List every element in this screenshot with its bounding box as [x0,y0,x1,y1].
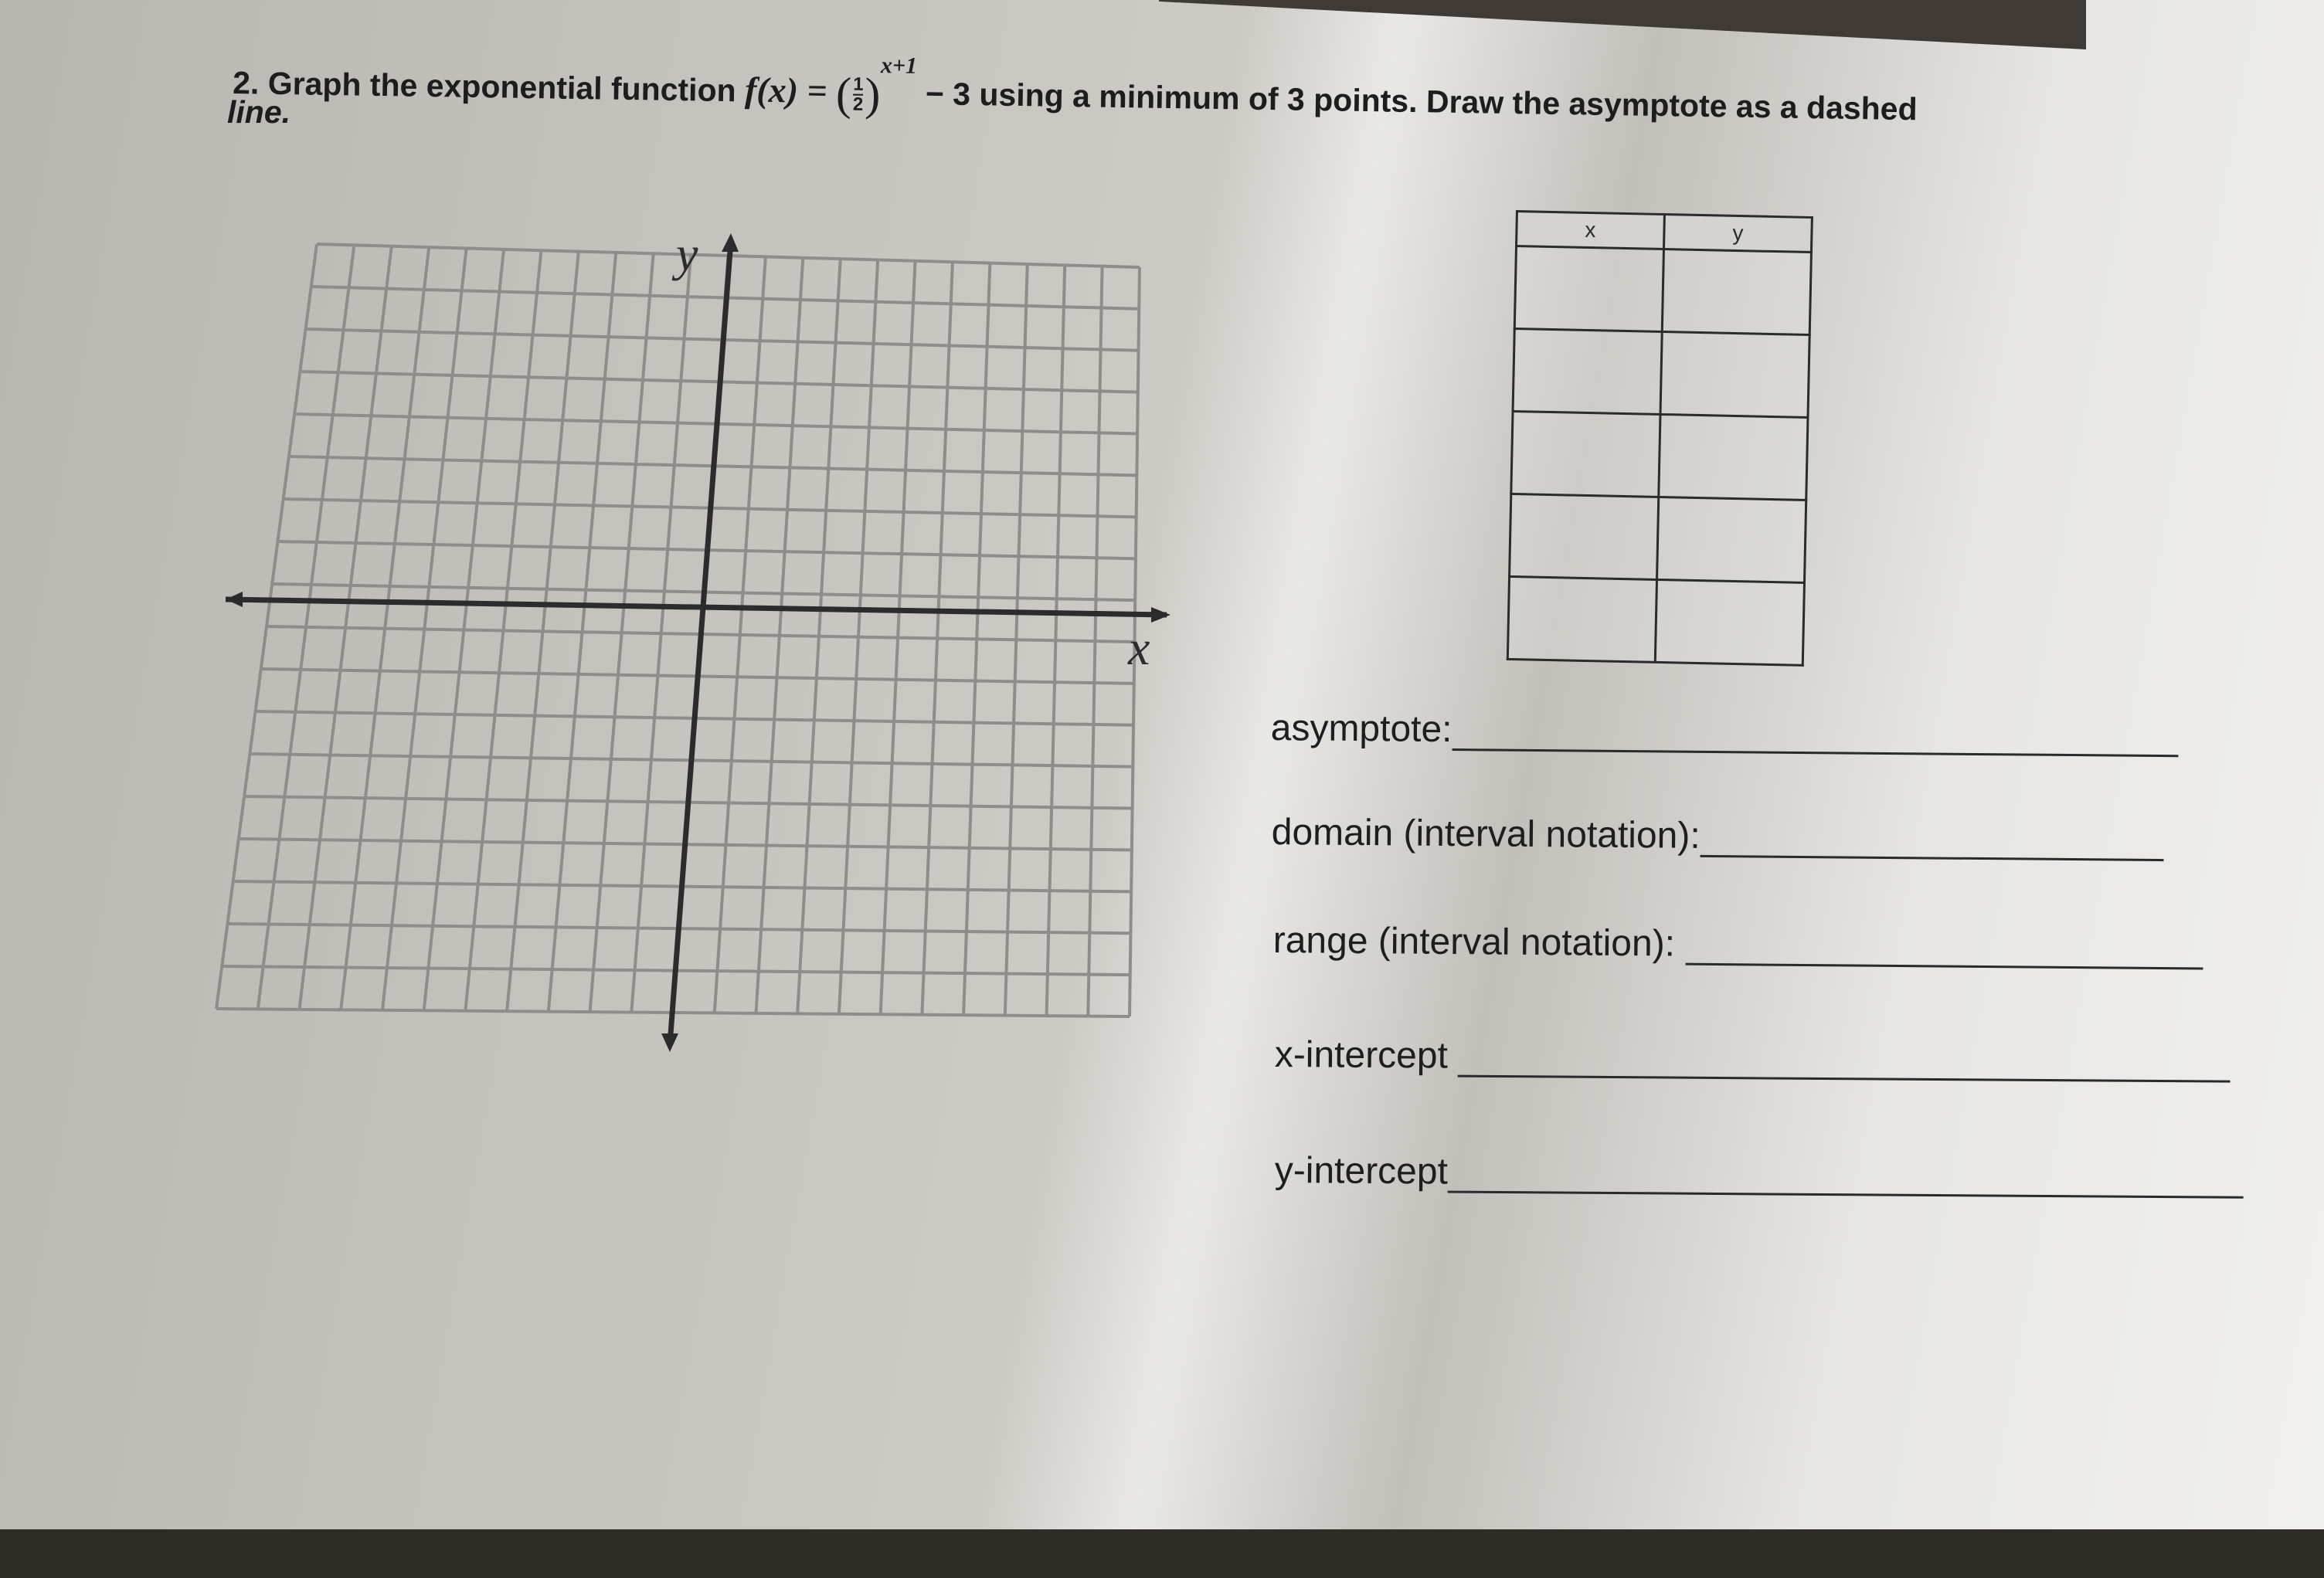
x-intercept-row [1275,1033,2231,1083]
table-header-y: y [1663,215,1812,253]
table-row [1513,328,1809,417]
domain-label: domain (interval notation): [1271,812,1701,857]
table-cell-x[interactable] [1513,328,1662,414]
table-row [1510,494,1806,582]
table-cell-y[interactable] [1659,414,1808,500]
y-axis-label: y [676,226,698,281]
y-intercept-blank[interactable] [1448,1157,2244,1199]
x-axis-left-arrow [226,592,243,607]
base-denominator: 2 [852,93,864,115]
table-header-row [1517,212,1813,253]
y-intercept-label: y-intercept [1274,1150,1449,1193]
table-cell-y[interactable] [1662,249,1811,335]
coordinate-grid[interactable] [209,224,1182,1074]
open-paren: ( [835,68,852,120]
range-row [1273,919,2203,970]
xy-table [1507,210,1813,667]
asymptote-row [1271,707,2179,757]
table-row [1514,246,1811,335]
asymptote-label: asymptote: [1270,707,1452,751]
base-fraction [852,73,864,115]
close-paren: ) [864,68,881,120]
table-header-x: x [1517,212,1665,249]
question-number: 2. [232,64,260,101]
question-text-after: − 3 using a minimum of 3 points. Draw the asymptote as a dashed [925,76,1918,127]
function-name: f(x) = [744,70,828,111]
table-cell-x[interactable] [1510,494,1659,579]
question-line-2: line. [227,94,291,130]
y-intercept-row [1275,1149,2244,1199]
question-text-before: Graph the exponential function [267,65,736,109]
range-label: range (interval notation): [1272,920,1676,965]
table-cell-y[interactable] [1655,579,1804,665]
x-axis-label: x [1128,620,1150,675]
y-axis-down-arrow [661,1033,678,1052]
table-cell-x[interactable] [1507,576,1656,662]
table-cell-x[interactable] [1511,411,1660,497]
table-row [1511,411,1808,500]
domain-row [1272,811,2164,861]
table-cell-y[interactable] [1660,331,1809,417]
grid-lines [216,244,1140,1016]
range-blank[interactable] [1685,929,2203,970]
x-axis-line [226,599,1167,615]
table-cell-y[interactable] [1657,497,1806,582]
table-surface [0,1529,2324,1578]
exponent: x+1 [880,53,918,79]
x-axis-right-arrow [1151,607,1170,623]
asymptote-blank[interactable] [1452,714,2178,757]
x-intercept-label: x-intercept [1274,1034,1449,1077]
base-numerator: 1 [853,73,864,95]
domain-blank[interactable] [1700,821,2163,861]
table-row [1507,576,1804,665]
x-intercept-blank[interactable] [1458,1041,2231,1083]
table-cell-x[interactable] [1514,246,1663,332]
y-axis-up-arrow [722,233,739,252]
